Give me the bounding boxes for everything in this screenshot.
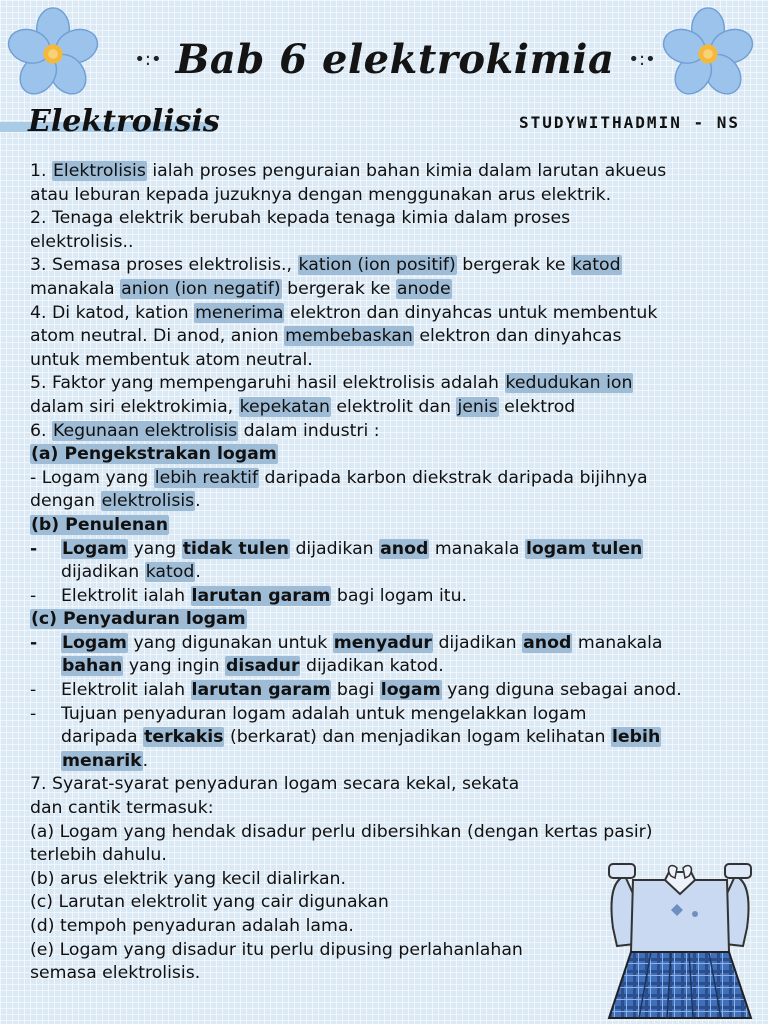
highlight: lebih [612, 727, 661, 748]
point-2-line-2: elektrolisis.. [30, 231, 134, 252]
page-title: Bab 6 elektrokimia [175, 35, 615, 83]
point-1-line-1: 1. Elektrolisis ialah proses penguraian bahan kimia dalam larutan akueus [30, 161, 667, 181]
highlight: anode [396, 278, 451, 299]
title-decoration-left: •:• [134, 48, 162, 70]
point-4-line-3: untuk membentuk atom neutral. [30, 349, 313, 370]
point-6c-item-1-line-2: bahan yang ingin disadur dijadikan katod. [62, 656, 444, 677]
highlight: Kegunaan elektrolisis [53, 420, 238, 441]
highlight: bahan [62, 656, 123, 677]
title-decoration-right: •:• [628, 48, 656, 70]
highlight: anod [380, 538, 429, 559]
point-6a-line-1: - Logam yang lebih reaktif daripada karbon diekstrak daripada bijihnya [30, 467, 648, 488]
highlight: jenis [457, 396, 498, 417]
highlight: anion (ion negatif) [121, 278, 281, 299]
highlight: menarik [62, 750, 142, 771]
highlight: kepekatan [239, 396, 330, 417]
point-6c-item-2: - Elektrolit ialah larutan garam bagi logam yang diguna sebagai anod. [30, 680, 682, 701]
point-2-line-1: 2. Tenaga elektrik berubah kepada tenaga kimia dalam proses [30, 208, 571, 229]
school-uniform-illustration [605, 858, 755, 1020]
point-7-line-1: 7. Syarat-syarat penyaduran logam secara kekal, sekata [30, 774, 520, 795]
author-tag: STUDYWITHADMIN - NS [518, 113, 740, 132]
point-7-line-2: dan cantik termasuk: [30, 798, 214, 819]
point-6-line-1: 6. Kegunaan elektrolisis dalam industri : [30, 420, 380, 441]
highlight: Logam [62, 538, 127, 559]
point-6c-item-1-line-1: - Logam yang digunakan untuk menyadur dijadikan anod manakala [30, 632, 663, 653]
highlight: Logam [62, 632, 127, 653]
point-6b-heading: (b) Penulenan [31, 514, 169, 535]
blue-flower-icon [5, 6, 101, 102]
highlight: kedudukan ion [505, 373, 633, 394]
highlight: disadur [226, 656, 300, 677]
point-3-line-1: 3. Semasa proses elektrolisis., kation (ion positif) bergerak ke katod [30, 255, 621, 276]
point-6b-item-1-line-1: - Logam yang tidak tulen dijadikan anod manakala logam tulen [30, 538, 643, 559]
point-6a-line-2: dengan elektrolisis. [30, 491, 201, 512]
point-6c-item-3-line-2: daripada terkakis (berkarat) dan menjadikan logam kelihatan lebih [61, 727, 661, 748]
point-6b-item-2: - Elektrolit ialah larutan garam bagi logam itu. [30, 585, 468, 606]
point-7d: (d) tempoh penyaduran adalah lama. [30, 916, 354, 936]
highlight: larutan garam [191, 585, 331, 606]
point-3-line-2: manakala anion (ion negatif) bergerak ke anode [30, 278, 451, 299]
point-6c-item-3-line-1: - Tujuan penyaduran logam adalah untuk mengelakkan logam [30, 703, 587, 724]
point-5-line-2: dalam siri elektrokimia, kepekatan elektrolit dan jenis elektrod [30, 396, 576, 417]
highlight: elektrolisis [101, 491, 195, 512]
highlight: membebaskan [285, 326, 413, 347]
highlight: anod [523, 632, 572, 653]
section-title: Elektrolisis [28, 104, 220, 139]
point-6c-heading: (c) Penyaduran logam [31, 609, 246, 630]
blue-flower-icon [660, 6, 756, 102]
point-7a-line-1: (a) Logam yang hendak disadur perlu dibersihkan (dengan kertas pasir) [30, 821, 653, 842]
highlight: larutan garam [191, 680, 331, 701]
highlight: kation (ion positif) [298, 255, 456, 276]
highlight: lebih reaktif [154, 467, 259, 488]
highlight: katod [145, 562, 195, 583]
highlight: tidak tulen [182, 538, 289, 559]
highlight: katod [571, 255, 621, 276]
point-4-line-2: atom neutral. Di anod, anion membebaskan elektron dan dinyahcas [30, 326, 622, 347]
highlight: Elektrolisis [53, 161, 146, 181]
highlight: logam [380, 680, 441, 701]
point-6a-heading: (a) Pengekstrakan logam [31, 444, 277, 465]
point-4-line-1: 4. Di katod, kation menerima elektron dan dinyahcas untuk membentuk [30, 302, 658, 323]
point-7e-line-1: (e) Logam yang disadur itu perlu dipusing perlahanlahan [30, 939, 523, 960]
point-7e-line-2: semasa elektrolisis. [30, 963, 201, 984]
point-1-line-2: atau leburan kepada juzuknya dengan menggunakan arus elektrik. [30, 184, 612, 205]
highlight: menyadur [333, 632, 432, 653]
title-bar [134, 28, 656, 90]
highlight: terkakis [144, 727, 224, 748]
point-7a-line-2: terlebih dahulu. [30, 845, 167, 866]
point-6c-item-3-line-3: menarik. [62, 750, 149, 771]
highlight: logam tulen [526, 538, 643, 559]
point-5-line-1: 5. Faktor yang mempengaruhi hasil elektrolisis adalah kedudukan ion [30, 373, 633, 394]
point-7b: (b) arus elektrik yang kecil dialirkan. [30, 868, 347, 889]
highlight: menerima [195, 302, 284, 323]
point-6b-item-1-line-2: dijadikan katod. [61, 562, 201, 583]
point-7c: (c) Larutan elektrolit yang cair digunakan [30, 892, 389, 913]
